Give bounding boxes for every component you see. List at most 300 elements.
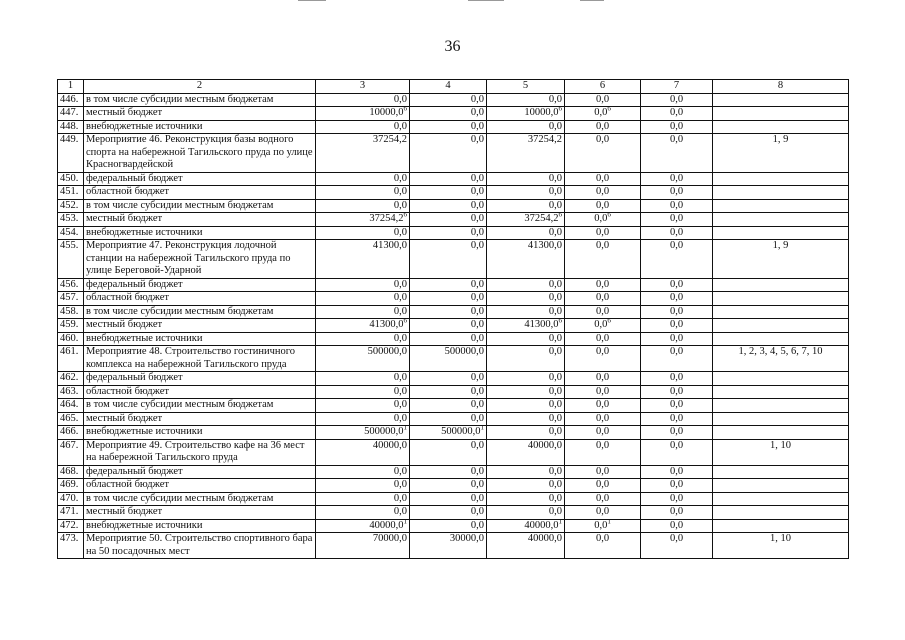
footnote-mark: 6	[403, 106, 407, 113]
row-number: 454.	[58, 226, 84, 240]
amount-cell-c4	[410, 533, 487, 559]
amount-value: 37254,2	[369, 213, 404, 224]
amount-cell-c6	[565, 278, 641, 292]
amount-value: 0,0	[470, 385, 484, 397]
amount-cell-c7: 0,0	[641, 172, 713, 186]
table-row	[58, 278, 849, 292]
table-row	[58, 492, 849, 506]
amount-value: 0,0	[393, 332, 407, 344]
amount-cell-c3	[316, 399, 410, 413]
amount-cell-c4	[410, 172, 487, 186]
amount-value: 0,0	[595, 399, 610, 410]
amount-value: 0,0	[595, 172, 610, 184]
amount-value: 0,0	[470, 492, 484, 504]
footnote-mark: 6	[607, 318, 611, 325]
footnote-mark: 1	[403, 519, 407, 525]
budget-table	[57, 79, 849, 559]
amount-cell-c6	[565, 199, 641, 213]
amount-cell-c7: 0,0	[641, 492, 713, 506]
target-indicators	[713, 506, 849, 520]
amount-value: 0,0	[548, 305, 562, 317]
amount-cell-c6	[565, 479, 641, 493]
target-indicators	[713, 465, 849, 479]
amount-cell-c3	[316, 186, 410, 200]
amount-cell-c7: 0,0	[641, 305, 713, 319]
amount-cell-c7: 0,0	[641, 385, 713, 399]
footnote-mark: 1	[558, 519, 562, 525]
item-name: внебюджетные источники	[84, 332, 316, 346]
amount-cell-c6	[565, 519, 641, 533]
amount-value: 500000,0	[367, 346, 407, 357]
amount-value: 0,0	[470, 372, 484, 383]
footnote-mark: 1	[480, 425, 484, 432]
footnote-mark: 6	[558, 318, 562, 325]
amount-cell-c5	[487, 292, 565, 306]
footnote-mark: 6	[607, 212, 611, 219]
target-indicators	[713, 332, 849, 346]
amount-value: 0,0	[548, 506, 562, 517]
table-row	[58, 199, 849, 213]
amount-cell-c5	[487, 107, 565, 121]
amount-cell-c5	[487, 213, 565, 227]
target-indicators	[713, 107, 849, 121]
amount-cell-c5	[487, 199, 565, 213]
footnote-mark: 6	[403, 318, 407, 325]
item-name: в том числе субсидии местным бюджетам	[84, 305, 316, 319]
amount-value: 0,0	[548, 172, 562, 184]
page-top-edge-mark	[468, 0, 504, 1]
amount-cell-c3	[316, 385, 410, 399]
amount-value: 0,0	[595, 372, 610, 383]
amount-value: 0,0	[595, 426, 610, 437]
amount-value: 0,0	[393, 506, 407, 517]
amount-cell-c3	[316, 479, 410, 493]
row-number: 461.	[58, 346, 84, 372]
amount-value: 0,0	[393, 172, 407, 184]
amount-cell-c4	[410, 346, 487, 372]
target-indicators	[713, 120, 849, 134]
amount-cell-c7: 0,0	[641, 519, 713, 533]
amount-cell-c5	[487, 533, 565, 559]
amount-value: 0,0	[548, 412, 562, 424]
table-row	[58, 213, 849, 227]
row-number: 472.	[58, 519, 84, 533]
item-name: в том числе субсидии местным бюджетам	[84, 199, 316, 213]
amount-cell-c7: 0,0	[641, 506, 713, 520]
amount-cell-c6	[565, 465, 641, 479]
amount-cell-c3	[316, 332, 410, 346]
amount-cell-c6	[565, 93, 641, 107]
amount-value: 0,0	[393, 120, 407, 132]
amount-cell-c4	[410, 120, 487, 134]
amount-value: 0,0	[595, 199, 610, 211]
amount-cell-c4	[410, 186, 487, 200]
amount-value: 41300,0	[369, 319, 404, 330]
amount-cell-c6	[565, 305, 641, 319]
amount-value: 0,0	[548, 186, 562, 197]
amount-cell-c4	[410, 519, 487, 533]
amount-cell-c6	[565, 226, 641, 240]
target-indicators: 1, 10	[713, 533, 849, 559]
item-name: местный бюджет	[84, 506, 316, 520]
amount-value: 70000,0	[372, 533, 407, 544]
amount-cell-c7: 0,0	[641, 439, 713, 465]
item-name: федеральный бюджет	[84, 465, 316, 479]
amount-value: 0,0	[393, 399, 407, 410]
amount-cell-c7: 0,0	[641, 346, 713, 372]
item-name: в том числе субсидии местным бюджетам	[84, 399, 316, 413]
target-indicators	[713, 172, 849, 186]
row-number: 447.	[58, 107, 84, 121]
amount-cell-c5	[487, 439, 565, 465]
table-row	[58, 172, 849, 186]
row-number: 449.	[58, 134, 84, 173]
row-number: 453.	[58, 213, 84, 227]
item-name: областной бюджет	[84, 385, 316, 399]
amount-cell-c3	[316, 278, 410, 292]
table-row	[58, 479, 849, 493]
amount-cell-c3	[316, 172, 410, 186]
amount-cell-c7: 0,0	[641, 399, 713, 413]
item-name: местный бюджет	[84, 213, 316, 227]
table-row	[58, 240, 849, 279]
amount-value: 0,0	[595, 93, 610, 105]
amount-value: 0,0	[470, 172, 484, 184]
column-header: 2	[84, 80, 316, 94]
target-indicators	[713, 385, 849, 399]
amount-value: 0,0	[594, 319, 608, 330]
amount-cell-c5	[487, 172, 565, 186]
amount-cell-c6	[565, 107, 641, 121]
amount-cell-c4	[410, 213, 487, 227]
amount-cell-c3	[316, 292, 410, 306]
table-row	[58, 439, 849, 465]
amount-cell-c5	[487, 240, 565, 279]
amount-value: 0,0	[548, 385, 562, 397]
amount-cell-c5	[487, 120, 565, 134]
amount-cell-c6	[565, 134, 641, 173]
row-number: 462.	[58, 372, 84, 386]
amount-cell-c7: 0,0	[641, 533, 713, 559]
row-number: 464.	[58, 399, 84, 413]
amount-value: 0,0	[595, 120, 610, 132]
amount-value: 0,0	[595, 412, 610, 424]
table-row	[58, 93, 849, 107]
amount-value: 0,0	[595, 292, 610, 303]
item-name: в том числе субсидии местным бюджетам	[84, 93, 316, 107]
amount-cell-c4	[410, 199, 487, 213]
amount-value: 0,0	[470, 332, 484, 344]
amount-value: 0,0	[548, 399, 562, 410]
target-indicators	[713, 426, 849, 440]
amount-cell-c6	[565, 506, 641, 520]
row-number: 465.	[58, 412, 84, 426]
amount-cell-c5	[487, 305, 565, 319]
target-indicators	[713, 479, 849, 493]
target-indicators: 1, 10	[713, 439, 849, 465]
amount-cell-c4	[410, 465, 487, 479]
table-row	[58, 385, 849, 399]
amount-value: 10000,0	[369, 107, 404, 118]
amount-cell-c4	[410, 372, 487, 386]
amount-value: 500000,0	[364, 426, 404, 437]
amount-cell-c5	[487, 93, 565, 107]
amount-value: 0,0	[470, 506, 484, 517]
amount-cell-c5	[487, 278, 565, 292]
amount-cell-c4	[410, 134, 487, 173]
amount-cell-c7: 0,0	[641, 292, 713, 306]
amount-cell-c7: 0,0	[641, 226, 713, 240]
target-indicators	[713, 492, 849, 506]
amount-value: 0,0	[595, 533, 610, 544]
amount-value: 0,0	[548, 120, 562, 132]
amount-cell-c3	[316, 120, 410, 134]
footnote-mark: 1	[607, 519, 611, 525]
amount-cell-c6	[565, 385, 641, 399]
amount-value: 0,0	[595, 439, 610, 451]
amount-value: 40000,0	[369, 519, 404, 531]
item-name: внебюджетные источники	[84, 426, 316, 440]
amount-cell-c3	[316, 199, 410, 213]
amount-cell-c4	[410, 305, 487, 319]
amount-cell-c5	[487, 346, 565, 372]
amount-cell-c7: 0,0	[641, 199, 713, 213]
amount-value: 0,0	[595, 385, 610, 397]
amount-cell-c3	[316, 465, 410, 479]
amount-cell-c5	[487, 412, 565, 426]
amount-value: 500000,0	[441, 426, 481, 437]
amount-cell-c5	[487, 519, 565, 533]
amount-value: 0,0	[393, 479, 407, 490]
amount-cell-c6	[565, 346, 641, 372]
amount-cell-c7: 0,0	[641, 93, 713, 107]
amount-value: 0,0	[548, 199, 562, 211]
amount-value: 0,0	[470, 292, 484, 303]
amount-value: 0,0	[595, 332, 610, 344]
amount-cell-c4	[410, 292, 487, 306]
item-name: местный бюджет	[84, 107, 316, 121]
amount-value: 0,0	[470, 278, 484, 290]
amount-cell-c7: 0,0	[641, 107, 713, 121]
row-number: 459.	[58, 319, 84, 333]
amount-value: 30000,0	[449, 533, 484, 544]
table-row	[58, 412, 849, 426]
column-header: 4	[410, 80, 487, 94]
amount-cell-c3	[316, 107, 410, 121]
amount-value: 41300,0	[372, 240, 407, 251]
amount-value: 0,0	[470, 107, 484, 118]
amount-cell-c7: 0,0	[641, 465, 713, 479]
row-number: 471.	[58, 506, 84, 520]
target-indicators	[713, 305, 849, 319]
amount-value: 0,0	[470, 213, 484, 224]
amount-cell-c3	[316, 506, 410, 520]
amount-cell-c6	[565, 439, 641, 465]
amount-value: 0,0	[393, 465, 407, 477]
amount-cell-c7: 0,0	[641, 412, 713, 426]
amount-value: 0,0	[594, 213, 608, 224]
amount-cell-c4	[410, 385, 487, 399]
footnote-mark: 6	[607, 106, 611, 113]
footnote-mark: 6	[403, 212, 407, 219]
table-row	[58, 372, 849, 386]
amount-value: 0,0	[548, 492, 562, 504]
amount-cell-c5	[487, 319, 565, 333]
amount-cell-c4	[410, 332, 487, 346]
amount-cell-c3	[316, 240, 410, 279]
amount-cell-c6	[565, 426, 641, 440]
amount-value: 0,0	[470, 399, 484, 410]
amount-value: 37254,2	[524, 213, 559, 224]
amount-cell-c5	[487, 372, 565, 386]
amount-cell-c7: 0,0	[641, 120, 713, 134]
amount-cell-c3	[316, 519, 410, 533]
amount-value: 0,0	[470, 412, 484, 424]
row-number: 451.	[58, 186, 84, 200]
amount-value: 0,0	[548, 226, 562, 238]
amount-value: 0,0	[595, 186, 610, 197]
row-number: 473.	[58, 533, 84, 559]
table-row	[58, 399, 849, 413]
amount-cell-c3	[316, 346, 410, 372]
table-row	[58, 332, 849, 346]
table-row	[58, 519, 849, 533]
amount-cell-c3	[316, 533, 410, 559]
amount-value: 0,0	[595, 506, 610, 517]
target-indicators	[713, 292, 849, 306]
amount-cell-c5	[487, 492, 565, 506]
table-row	[58, 107, 849, 121]
amount-value: 0,0	[595, 226, 610, 238]
amount-cell-c5	[487, 186, 565, 200]
amount-value: 0,0	[548, 465, 562, 477]
amount-cell-c4	[410, 426, 487, 440]
amount-cell-c3	[316, 492, 410, 506]
item-name: федеральный бюджет	[84, 372, 316, 386]
target-indicators	[713, 412, 849, 426]
amount-cell-c5	[487, 426, 565, 440]
amount-value: 0,0	[470, 305, 484, 317]
row-number: 458.	[58, 305, 84, 319]
amount-value: 0,0	[470, 134, 484, 145]
item-name: областной бюджет	[84, 479, 316, 493]
amount-value: 0,0	[393, 199, 407, 211]
amount-value: 40000,0	[372, 439, 407, 451]
amount-value: 0,0	[548, 278, 562, 290]
table-row	[58, 305, 849, 319]
amount-value: 0,0	[595, 278, 610, 290]
amount-cell-c7: 0,0	[641, 372, 713, 386]
row-number: 466.	[58, 426, 84, 440]
amount-cell-c5	[487, 385, 565, 399]
footnote-mark: 6	[558, 106, 562, 113]
table-row	[58, 292, 849, 306]
table-row	[58, 226, 849, 240]
amount-cell-c6	[565, 533, 641, 559]
row-number: 468.	[58, 465, 84, 479]
amount-value: 0,0	[470, 199, 484, 211]
target-indicators	[713, 372, 849, 386]
amount-cell-c4	[410, 492, 487, 506]
amount-value: 0,0	[393, 372, 407, 383]
row-number: 446.	[58, 93, 84, 107]
amount-value: 0,0	[470, 93, 484, 105]
item-name: федеральный бюджет	[84, 172, 316, 186]
amount-cell-c6	[565, 172, 641, 186]
item-name: Мероприятие 49. Строительство кафе на 36 мест на набережной Тагильского пруда	[84, 439, 316, 465]
item-name: федеральный бюджет	[84, 278, 316, 292]
table-row	[58, 186, 849, 200]
table-row	[58, 346, 849, 372]
item-name: Мероприятие 50. Строительство спортивного бара на 50 посадочных мест	[84, 533, 316, 559]
amount-cell-c7: 0,0	[641, 332, 713, 346]
amount-value: 0,0	[595, 492, 610, 504]
column-header: 8	[713, 80, 849, 94]
row-number: 455.	[58, 240, 84, 279]
row-number: 456.	[58, 278, 84, 292]
item-name: внебюджетные источники	[84, 120, 316, 134]
amount-cell-c6	[565, 412, 641, 426]
amount-cell-c7: 0,0	[641, 134, 713, 173]
amount-cell-c6	[565, 399, 641, 413]
amount-cell-c3	[316, 426, 410, 440]
target-indicators	[713, 278, 849, 292]
column-header: 3	[316, 80, 410, 94]
amount-value: 0,0	[393, 278, 407, 290]
item-name: местный бюджет	[84, 319, 316, 333]
amount-cell-c6	[565, 292, 641, 306]
amount-value: 0,0	[393, 93, 407, 105]
amount-cell-c6	[565, 492, 641, 506]
amount-cell-c4	[410, 479, 487, 493]
amount-value: 0,0	[595, 240, 610, 251]
amount-cell-c4	[410, 93, 487, 107]
amount-cell-c3	[316, 319, 410, 333]
amount-cell-c7: 0,0	[641, 186, 713, 200]
amount-value: 0,0	[393, 226, 407, 238]
amount-value: 0,0	[548, 479, 562, 490]
amount-cell-c6	[565, 372, 641, 386]
amount-value: 40000,0	[524, 519, 559, 531]
target-indicators: 1, 2, 3, 4, 5, 6, 7, 10	[713, 346, 849, 372]
target-indicators	[713, 319, 849, 333]
amount-value: 0,0	[470, 120, 484, 132]
amount-value: 500000,0	[444, 346, 484, 357]
amount-cell-c3	[316, 226, 410, 240]
amount-value: 0,0	[393, 492, 407, 504]
amount-value: 0,0	[470, 439, 484, 451]
amount-value: 41300,0	[524, 319, 559, 330]
amount-cell-c3	[316, 305, 410, 319]
amount-value: 10000,0	[524, 107, 559, 118]
amount-cell-c5	[487, 226, 565, 240]
target-indicators: 1, 9	[713, 134, 849, 173]
amount-value: 0,0	[470, 519, 484, 531]
table-row	[58, 134, 849, 173]
amount-value: 0,0	[595, 134, 610, 145]
item-name: местный бюджет	[84, 412, 316, 426]
table-row	[58, 120, 849, 134]
amount-cell-c3	[316, 439, 410, 465]
amount-cell-c6	[565, 240, 641, 279]
amount-value: 37254,2	[372, 134, 407, 145]
row-number: 457.	[58, 292, 84, 306]
amount-cell-c3	[316, 412, 410, 426]
amount-value: 40000,0	[527, 439, 562, 451]
amount-cell-c4	[410, 412, 487, 426]
amount-cell-c4	[410, 506, 487, 520]
amount-cell-c6	[565, 332, 641, 346]
